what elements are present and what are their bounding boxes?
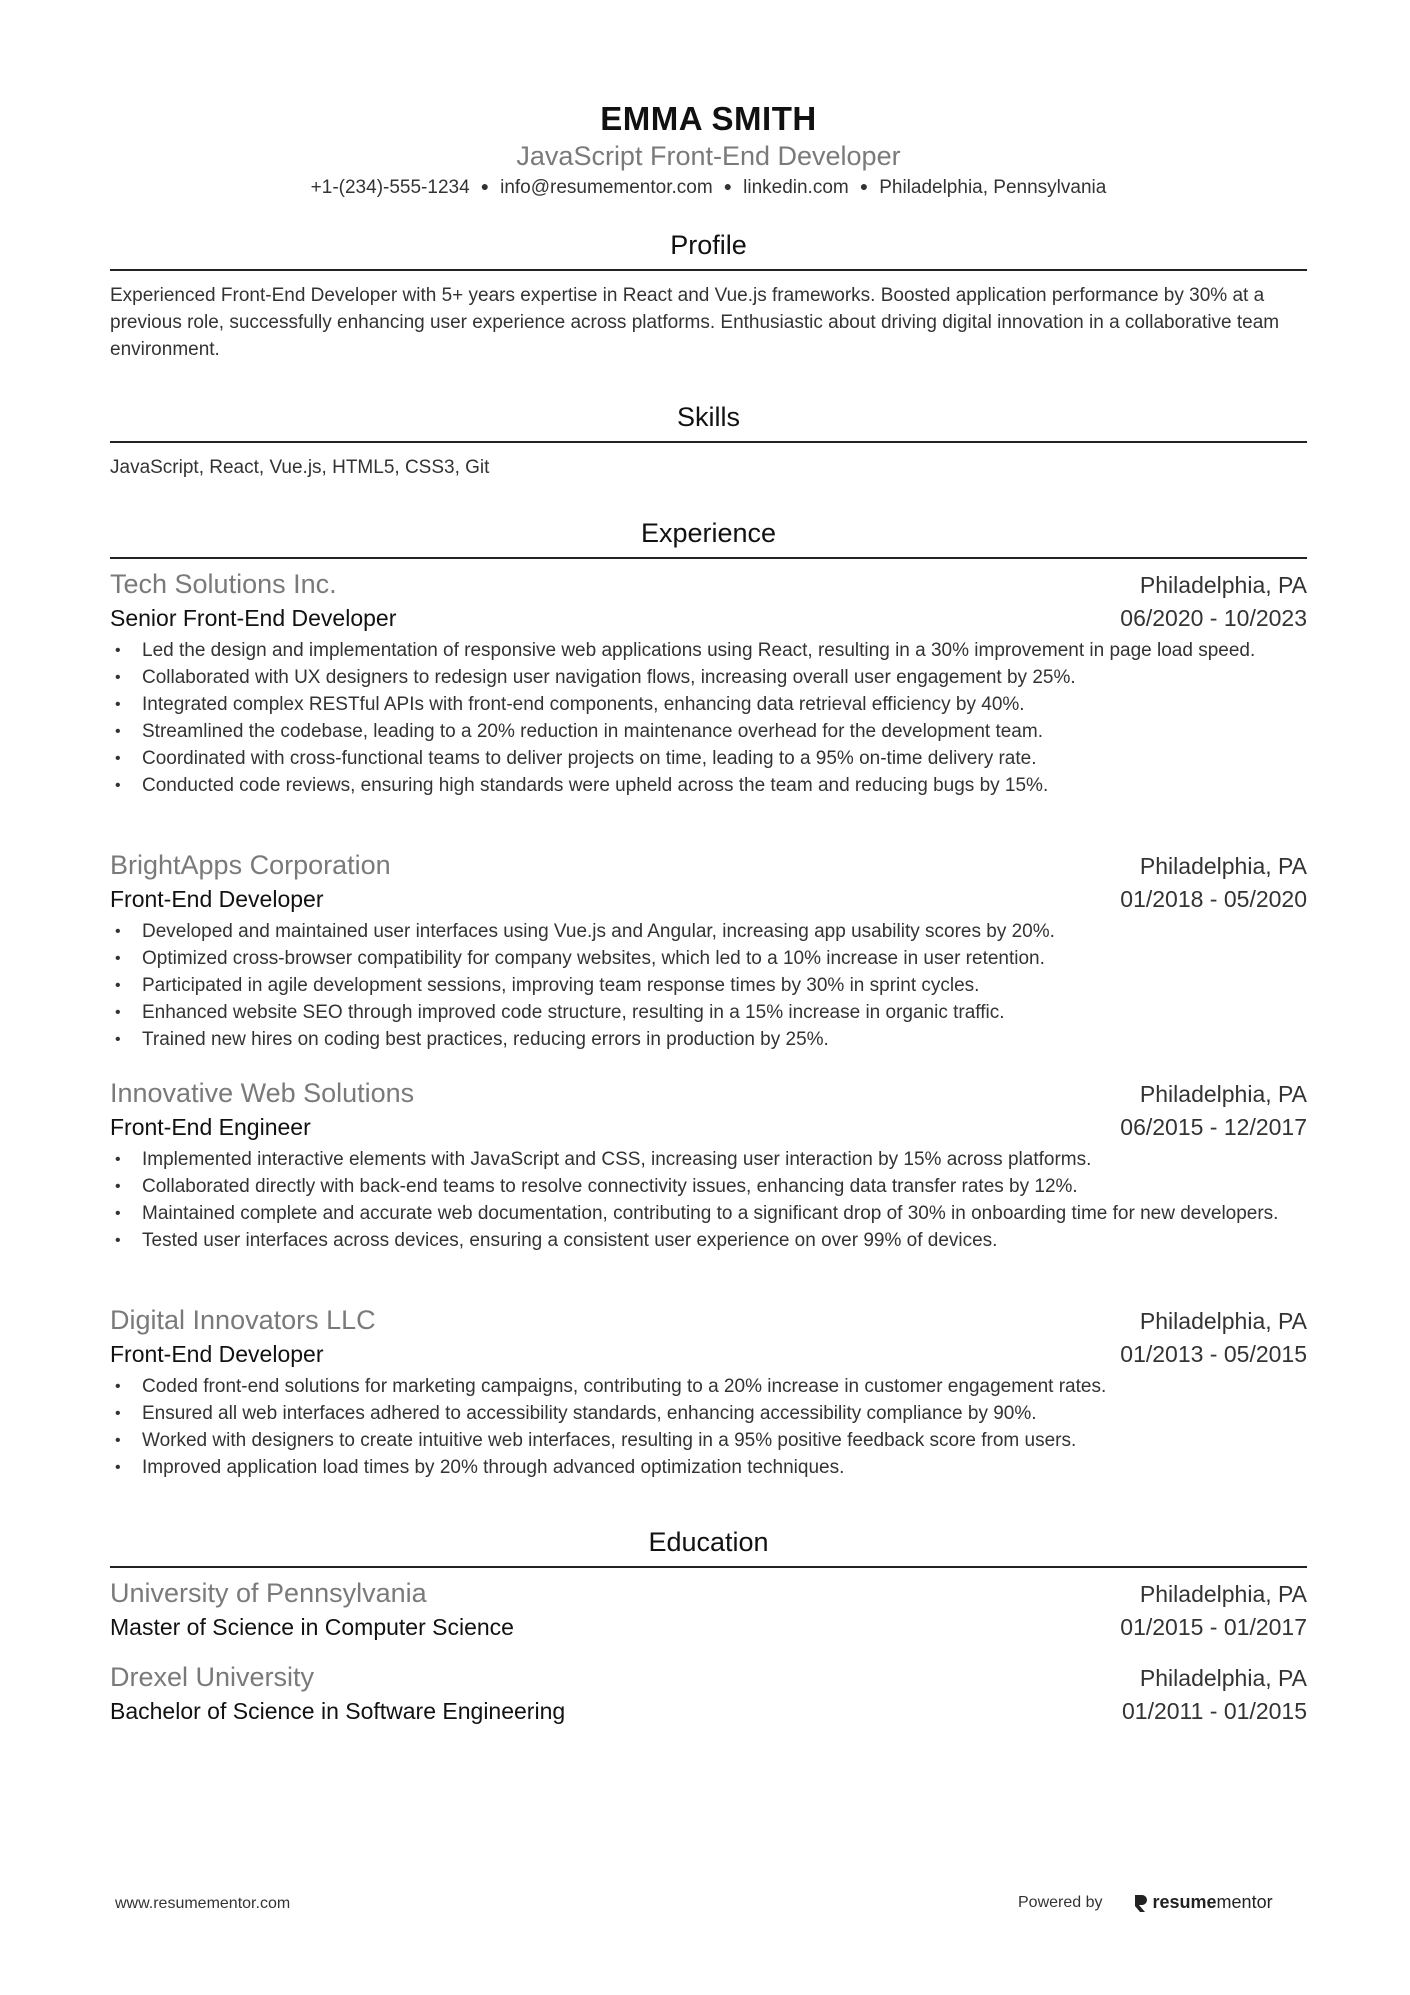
job-location: Philadelphia, PA [1139,1081,1307,1107]
section-divider [110,1566,1307,1568]
separator-dot: ● [480,178,490,194]
section-title-experience: Experience [640,518,777,548]
bullet-item: • Enhanced website SEO through improved code structure, resulting in a 15% increase in organic traffic. [142,999,1307,1026]
contact-line [110,174,1307,200]
phone: +1-(234)-555-1234 [310,177,470,198]
job-bullets [110,1146,1307,1254]
bullet-item: • Developed and maintained user interfaces using Vue.js and Angular, increasing app usability scores by 20%. [142,918,1307,945]
job-bullets [110,637,1307,799]
bullet-item: • Participated in agile development sessions, improving team response times by 30% in sprint cycles. [142,972,1307,999]
job-title: Front-End Developer [110,1341,324,1367]
separator-dot: ● [723,178,733,194]
school-name: University of Pennsylvania [110,1578,427,1608]
email[interactable]: info@resumementor.com [500,177,713,198]
bullet-item: • Collaborated with UX designers to redesign user navigation flows, increasing overall user engagement by 25%. [142,664,1307,691]
bullet-item: • Worked with designers to create intuitive web interfaces, resulting in a 95% positive feedback score from users. [142,1427,1307,1454]
company-name: BrightApps Corporation [110,850,391,880]
resumementor-logo-icon [1133,1893,1149,1913]
logo-wordmark [1153,1892,1273,1913]
job-bullets [110,1373,1307,1481]
bullet-item: • Conducted code reviews, ensuring high standards were upheld across the team and reducing bugs by 15%. [142,772,1307,799]
resumementor-logo[interactable] [1133,1892,1273,1913]
section-divider [110,441,1307,443]
footer-website-link[interactable]: www.resumementor.com [115,1895,291,1912]
job-dates: 01/2018 - 05/2020 [1120,886,1307,912]
linkedin-link[interactable]: linkedin.com [743,177,849,198]
school-location: Philadelphia, PA [1139,1665,1307,1691]
experience-entry [110,1076,1307,1254]
company-name: Innovative Web Solutions [110,1078,415,1108]
candidate-role: JavaScript Front-End Developer [516,141,901,171]
bullet-item: • Tested user interfaces across devices, ensuring a consistent user experience on over 99% of devices. [142,1227,1307,1254]
section-divider [110,269,1307,271]
job-title: Front-End Engineer [110,1114,311,1140]
education-entry [110,1576,1307,1644]
degree: Bachelor of Science in Software Engineering [110,1698,566,1724]
education-entry [110,1660,1307,1728]
job-location: Philadelphia, PA [1139,1308,1307,1334]
bullet-item: • Integrated complex RESTful APIs with front-end components, enhancing data retrieval efficiency by 40%. [142,691,1307,718]
logo-wordmark-bold: resume [1152,1892,1217,1912]
job-dates: 01/2013 - 05/2015 [1120,1341,1307,1367]
job-title: Front-End Developer [110,886,324,912]
bullet-item: • Streamlined the codebase, leading to a 20% reduction in maintenance overhead for the development team. [142,718,1307,745]
skills-list: JavaScript, React, Vue.js, HTML5, CSS3, Git [110,457,490,478]
bullet-item: • Ensured all web interfaces adhered to accessibility standards, enhancing accessibility compliance by 90%. [142,1400,1307,1427]
bullet-item: • Implemented interactive elements with JavaScript and CSS, increasing user interaction by 15% across platforms. [142,1146,1307,1173]
separator-dot: ● [859,178,869,194]
logo-wordmark-light: mentor [1216,1892,1273,1912]
section-title-education: Education [648,1527,769,1557]
job-bullets [110,918,1307,1053]
company-name: Digital Innovators LLC [110,1305,376,1335]
bullet-item: • Improved application load times by 20% through advanced optimization techniques. [142,1454,1307,1481]
experience-entry [110,567,1307,799]
education-dates: 01/2011 - 01/2015 [1121,1698,1307,1724]
school-name: Drexel University [110,1662,315,1692]
job-title: Senior Front-End Developer [110,605,397,631]
school-location: Philadelphia, PA [1139,1581,1307,1607]
job-location: Philadelphia, PA [1139,853,1307,879]
bullet-item: • Coded front-end solutions for marketing campaigns, contributing to a 20% increase in customer engagement rates. [142,1373,1307,1400]
bullet-item: • Trained new hires on coding best practices, reducing errors in production by 25%. [142,1026,1307,1053]
section-title-skills: Skills [676,402,740,432]
job-dates: 06/2020 - 10/2023 [1120,605,1307,631]
footer-branding [1018,1892,1273,1913]
section-title-profile: Profile [670,230,747,260]
profile-summary: Experienced Front-End Developer with 5+ years expertise in React and Vue.js frameworks. Boosted application performance by 30% at a previous role, successfully enhancing user experience across platforms. Enthusiastic about driving digital innovation in a collaborative team environment. [110,285,1280,360]
bullet-item: • Led the design and implementation of responsive web applications using React, resulting in a 30% improvement in page load speed. [142,637,1307,664]
bullet-item: • Collaborated directly with back-end teams to resolve connectivity issues, enhancing data transfer rates by 12%. [142,1173,1307,1200]
bullet-item: • Maintained complete and accurate web documentation, contributing to a significant drop of 30% in onboarding time for new developers. [142,1200,1307,1227]
education-dates: 01/2015 - 01/2017 [1120,1614,1307,1640]
section-divider [110,557,1307,559]
candidate-name: EMMA SMITH [600,100,817,137]
bullet-item: • Coordinated with cross-functional teams to deliver projects on time, leading to a 95% on-time delivery rate. [142,745,1307,772]
company-name: Tech Solutions Inc. [110,569,337,599]
experience-entry [110,848,1307,1053]
powered-by-label: Powered by [1018,1893,1103,1911]
experience-entry [110,1303,1307,1481]
location: Philadelphia, Pennsylvania [879,177,1107,198]
degree: Master of Science in Computer Science [110,1614,514,1640]
job-dates: 06/2015 - 12/2017 [1120,1114,1307,1140]
job-location: Philadelphia, PA [1139,572,1307,598]
bullet-item: • Optimized cross-browser compatibility for company websites, which led to a 10% increase in user retention. [142,945,1307,972]
